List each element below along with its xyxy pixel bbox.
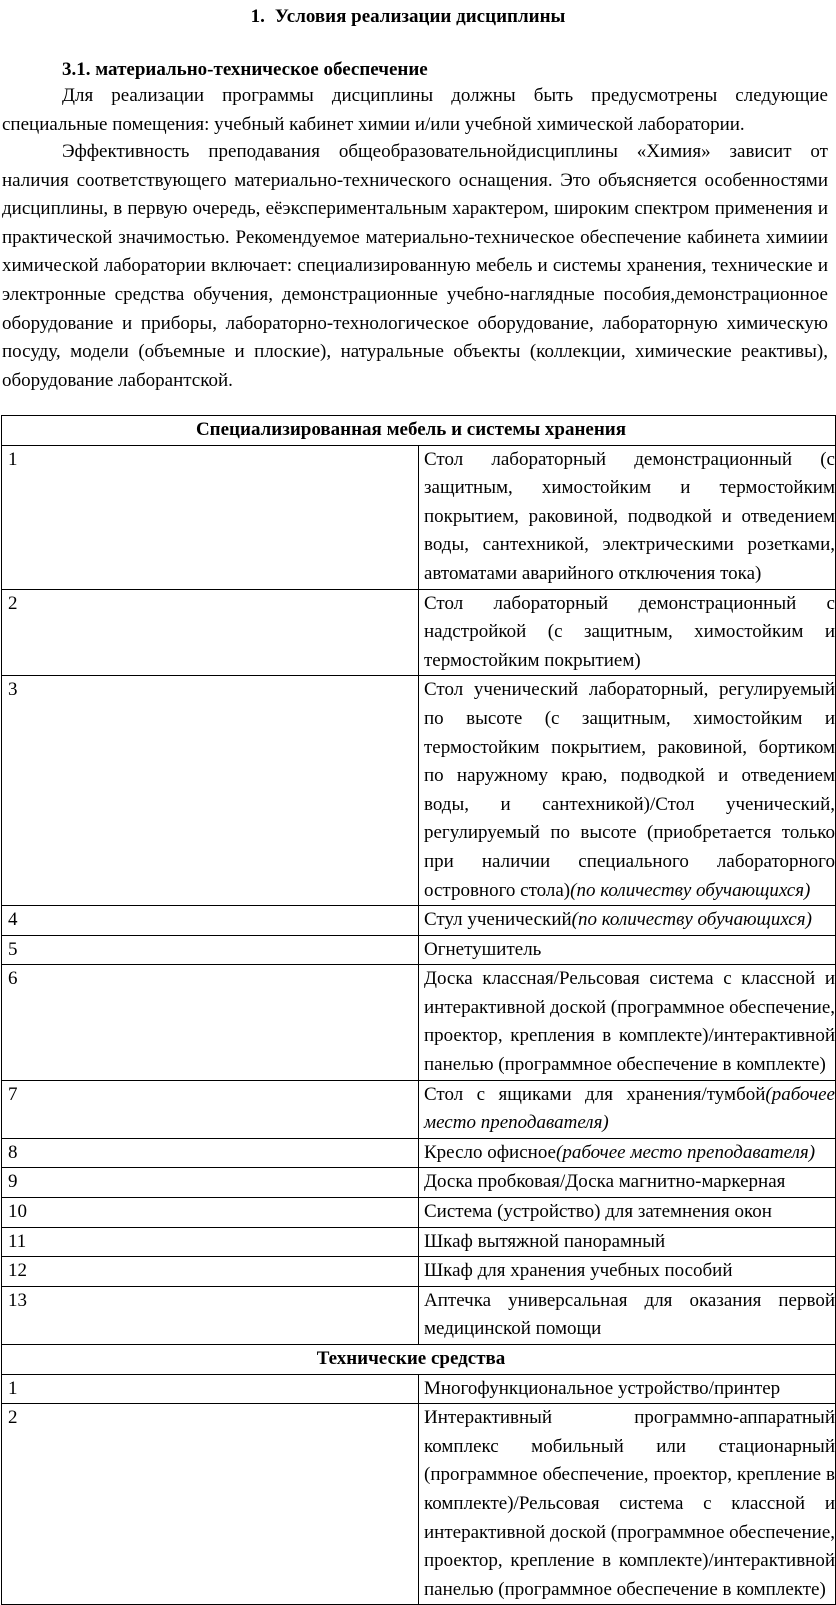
- table-row: [2, 1080, 836, 1138]
- table-row: [2, 935, 836, 965]
- item-description: [419, 1404, 836, 1605]
- item-description: [419, 1374, 836, 1404]
- item-description: [419, 1168, 836, 1198]
- item-number: 12: [2, 1257, 419, 1287]
- item-text: Шкаф для хранения учебных пособий: [424, 1260, 733, 1282]
- heading-title: Условия реализации дисциплины: [274, 6, 566, 27]
- item-description: [419, 1227, 836, 1257]
- table-row: [2, 676, 836, 906]
- subsection-heading: 3.1. материально-техническое обеспечение: [62, 59, 428, 80]
- item-text: Многофункциональное устройство/принтер: [424, 1377, 781, 1399]
- table-row: [2, 1374, 836, 1404]
- item-text: Шкаф вытяжной панорамный: [424, 1230, 666, 1252]
- item-note: (рабочее место преподавателя): [424, 1083, 835, 1134]
- table-row: [2, 1286, 836, 1344]
- item-number: 9: [2, 1168, 419, 1198]
- item-text: Стол с ящиками для хранения/тумбой: [424, 1083, 766, 1105]
- section-title: Технические средства: [2, 1345, 836, 1375]
- table-row: [2, 1227, 836, 1257]
- table-row: [2, 906, 836, 936]
- item-number: 2: [2, 589, 419, 676]
- item-description: [419, 676, 836, 906]
- item-number: 8: [2, 1138, 419, 1168]
- item-description: [419, 906, 836, 936]
- item-number: 11: [2, 1227, 419, 1257]
- equipment-table: [1, 415, 836, 1605]
- item-text: Система (устройство) для затемнения окон: [424, 1201, 772, 1223]
- item-text: Стул ученический: [424, 909, 572, 931]
- item-number: 5: [2, 935, 419, 965]
- section-heading: [0, 6, 816, 28]
- item-text: Интерактивный программно-аппаратный комплекс мобильный или стационарный (программное обеспечение, проектор, крепление в комплекте)/Рельсовая система с классной и интерактивной доской (программное обеспечение, проектор, крепление в комплекте)/интерактивной панелью (программное обеспечение в комплекте): [424, 1407, 836, 1600]
- item-number: 1: [2, 1374, 419, 1404]
- paragraph-effectiveness: Эффективность преподавания общеобразовательнойдисциплины «Химия» зависит от наличия соответствующего материально-технического оснащения. Это объясняется особенностями дисциплины, в первую очередь, еёэкспериментальным характером, широким спектром применения и практической значимостью. Рекомендуемое материально-техническое обеспечение кабинета химиии химической лаборатории включает: специализированную мебель и системы хранения, технические и электронные средства обучения, демонстрационные учебно-наглядные пособия,демонстрационное оборудование и приборы, лабораторно-технологическое оборудование, лабораторную химическую посуду, модели (объемные и плоские), натуральные объекты (коллекции, химические реактивы), оборудование лаборантской.: [2, 141, 828, 391]
- table-row: [2, 445, 836, 589]
- item-note: (по количеству обучающихся): [570, 879, 811, 901]
- item-text: Кресло офисное: [424, 1141, 556, 1163]
- item-number: 7: [2, 1080, 419, 1138]
- item-description: [419, 965, 836, 1080]
- item-text: Стол лабораторный демонстрационный (с защитным, химостойким и термостойким покрытием, раковиной, подводкой и отведением воды, сантехникой, электрическими розетками, автоматами аварийного отключения тока): [424, 448, 835, 584]
- item-number: 3: [2, 676, 419, 906]
- section-title: Специализированная мебель и системы хранения: [2, 416, 836, 446]
- item-text: Стол ученический лабораторный, регулируемый по высоте (с защитным, химостойким и термостойким покрытием, раковиной, бортиком по наружному краю, подводкой и отведением воды, и сантехникой)/Стол ученический, регулируемый по высоте (приобретается только при наличии специального лабораторного островного стола): [424, 679, 835, 901]
- item-description: [419, 1138, 836, 1168]
- table-row: [2, 1257, 836, 1287]
- item-note: (рабочее место преподавателя): [556, 1141, 816, 1163]
- item-number: 4: [2, 906, 419, 936]
- section-header-row: [2, 416, 836, 446]
- table-row: [2, 589, 836, 676]
- item-text: Стол лабораторный демонстрационный с надстройкой (с защитным, химостойким и термостойким покрытием): [424, 592, 835, 671]
- item-description: [419, 1080, 836, 1138]
- item-number: 1: [2, 445, 419, 589]
- item-number: 13: [2, 1286, 419, 1344]
- table-row: [2, 1404, 836, 1605]
- item-text: Огнетушитель: [424, 938, 542, 960]
- item-description: [419, 1198, 836, 1228]
- item-description: [419, 589, 836, 676]
- item-number: 10: [2, 1198, 419, 1228]
- item-text: Доска классная/Рельсовая система с классной и интерактивной доской (программное обеспечение, проектор, крепления в комплекте)/интерактивной панелью (программное обеспечение в комплекте): [424, 968, 836, 1076]
- table-row: [2, 965, 836, 1080]
- table-row: [2, 1198, 836, 1228]
- heading-number: 1.: [250, 6, 265, 27]
- item-description: [419, 445, 836, 589]
- item-description: [419, 1286, 836, 1344]
- section-header-row: [2, 1345, 836, 1375]
- item-description: [419, 1257, 836, 1287]
- item-text: Доска пробковая/Доска магнитно-маркерная: [424, 1171, 786, 1193]
- item-description: [419, 935, 836, 965]
- paragraph-premises: Для реализации программы дисциплины должны быть предусмотрены следующие специальные помещения: учебный кабинет химии и/или учебной химической лаборатории.: [2, 85, 828, 135]
- item-text: Аптечка универсальная для оказания первой медицинской помощи: [424, 1289, 835, 1340]
- table-row: [2, 1138, 836, 1168]
- item-note: (по количеству обучающихся): [571, 909, 812, 931]
- item-number: 2: [2, 1404, 419, 1605]
- table-row: [2, 1168, 836, 1198]
- item-number: 6: [2, 965, 419, 1080]
